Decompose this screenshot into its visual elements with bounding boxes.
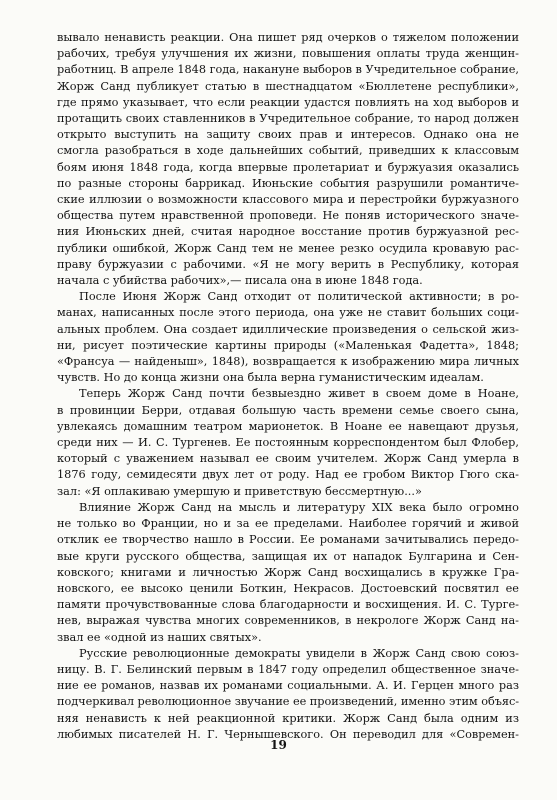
text-line: открыто выступить на защиту своих прав и интересов. Однако она не [57, 128, 519, 142]
text-line: манах, написанных после этого периода, она уже не ставит больших соци- [57, 306, 519, 320]
paragraph [57, 646, 519, 743]
paragraph [57, 289, 519, 386]
text-line: альных проблем. Она создает идиллические произведения о сельской жиз- [57, 322, 519, 336]
text-line: любимых писателей Н. Г. Чернышевского. Он переводил для «Современ- [57, 727, 519, 741]
text-line: вывало ненависть реакции. Она пишет ряд очерков о тяжелом положении [57, 31, 519, 44]
text-line: Жорж Санд публикует статью в шестнадцатом «Бюллетене республики», [57, 79, 519, 93]
text-line: среди них — И. С. Тургенев. Ее постоянным корреспондентом был Флобер, [57, 436, 519, 450]
text-line: Влияние Жорж Санд на мысль и литературу XIX века было огромно [79, 500, 519, 514]
text-line: публики ошибкой, Жорж Санд тем не менее резко осудила кровавую рас- [57, 241, 519, 255]
text-line: увлекаясь домашним театром марионеток. В Ноане ее навещают друзья, [57, 419, 519, 433]
text-line: звал ее «одной из наших святых». [57, 630, 262, 644]
text-line: ские иллюзии о возможности классового мира и перестройки буржуазного [57, 193, 519, 207]
text-line: боям июня 1848 года, когда впервые пролетариат и буржуазия оказались [57, 160, 519, 174]
text-line: общества путем нравственной проповеди. Не поняв исторического значе- [57, 209, 519, 223]
text-line: рабочих, требуя улучшения их жизни, повышения оплаты труда женщин- [57, 47, 519, 61]
text-line: ние ее романов, назвав их романами социальными. А. И. Герцен много раз [57, 679, 519, 693]
paragraph [57, 386, 519, 499]
text-line: подчеркивал революционное звучание ее произведений, именно этим объяс- [57, 695, 519, 709]
text-line: памяти прочувствованные слова благодарности и восхищения. И. С. Турге- [57, 598, 519, 612]
page-number: 19 [270, 738, 287, 752]
text-line: «Франсуа — найденыш», 1848), возвращается к изображению мира личных [57, 355, 519, 369]
text-line: Теперь Жорж Санд почти безвыездно живет в своем доме в Ноане, [79, 387, 519, 401]
text-line: не только во Франции, но и за ее пределами. Наиболее горячий и живой [57, 517, 519, 531]
text-line: ния Июньских дней, считая народное восстание против буржуазной рес- [57, 225, 519, 239]
text-line: протащить своих ставленников в Учредительное собрание, то народ должен [57, 112, 519, 126]
text-line: который с уважением называл ее своим учителем. Жорж Санд умерла в [57, 452, 519, 466]
text-line: Русские революционные демократы увидели в Жорж Санд свою союз- [79, 646, 519, 660]
text-line: новского, ее высоко ценили Боткин, Некрасов. Достоевский посвятил ее [57, 581, 519, 595]
body-text [57, 30, 519, 743]
text-line: ни, рисует поэтические картины природы («Маленькая Фадетта», 1848; [57, 338, 519, 352]
text-line: вые круги русского общества, защищая их от нападок Булгарина и Сен- [57, 549, 519, 563]
text-line: начала с убийства рабочих»,— писала она в июне 1848 года. [57, 274, 423, 288]
text-line: по разные стороны баррикад. Июньские события разрушили романтиче- [57, 176, 519, 190]
text-line: нев, выражая чувства многих современников, в некрологе Жорж Санд на- [57, 614, 519, 628]
text-line: ковского; книгами и личностью Жорж Санд восхищались в кружке Гра- [57, 565, 519, 579]
text-line: зал: «Я оплакиваю умершую и приветствую бессмертную...» [57, 484, 422, 498]
paragraph [57, 500, 519, 646]
text-line: в провинции Берри, отдавая большую часть времени семье своего сына, [57, 403, 519, 417]
text-line: где прямо указывает, что если реакции удастся повлиять на ход выборов и [57, 95, 519, 109]
text-line: работниц. В апреле 1848 года, накануне выборов в Учредительное собрание, [57, 63, 519, 77]
text-line: отклик ее творчество нашло в России. Ее романами зачитывались передо- [57, 533, 519, 547]
text-line: смогла разобраться в ходе дальнейших событий, приведших к классовым [57, 144, 519, 158]
text-line: няя ненависть к ней реакционной критики. Жорж Санд была одним из [57, 711, 519, 725]
paragraph [57, 30, 519, 289]
text-line: чувств. Но до конца жизни она была верна гуманистическим идеалам. [57, 371, 484, 385]
text-line: ницу. В. Г. Белинский первым в 1847 году определил общественное значе- [57, 662, 519, 676]
text-line: 1876 году, семидесяти двух лет от роду. Над ее гробом Виктор Гюго ска- [57, 468, 519, 482]
text-line: После Июня Жорж Санд отходит от политической активности; в ро- [79, 290, 519, 304]
text-line: праву буржуазии с рабочими. «Я не могу верить в Республику, которая [57, 257, 519, 271]
